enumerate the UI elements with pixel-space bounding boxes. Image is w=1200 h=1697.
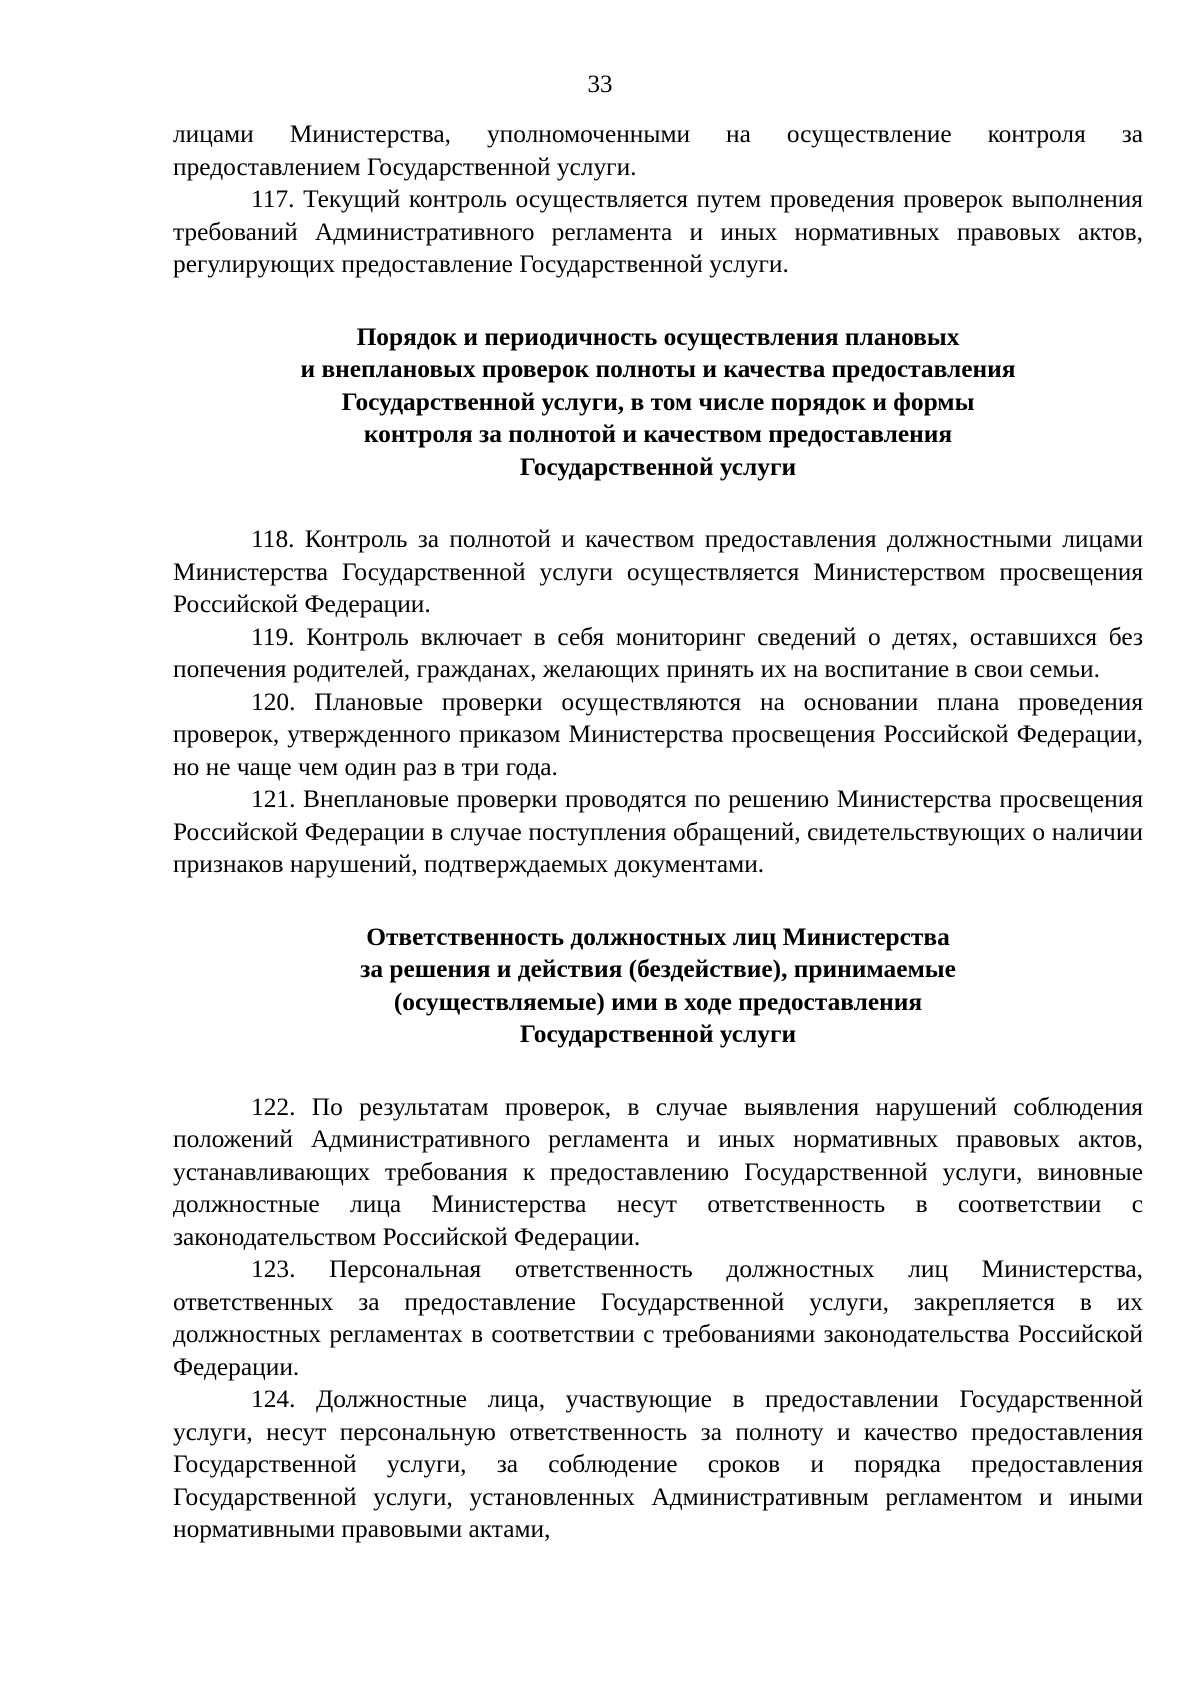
paragraph-119: 119. Контроль включает в себя мониторинг сведений о детях, оставшихся без попечения родителей, гражданах, желающих принять их на воспитание в свои семьи.: [173, 622, 1143, 683]
paragraph-120: 120. Плановые проверки осуществляются на основании плана проведения проверок, утвержденного приказом Министерства просвещения Российской Федерации, но не чаще чем один раз в три года.: [173, 687, 1143, 781]
heading-line: за решения и действия (бездействие), принимаемые: [360, 955, 956, 983]
paragraph-123: 123. Персональная ответственность должностных лиц Министерства, ответственных за предоставление Государственной услуги, закрепляется в их должностных регламентах в соответствии с требованиями законодательства Российской Федерации.: [173, 1255, 1143, 1381]
paragraph-124: 124. Должностные лица, участвующие в предоставлении Государственной услуги, несут персональную ответственность за полноту и качество предоставления Государственной услуги, за соблюдение сроков и порядка предоставления Государственной услуги, установленных Административным регламентом и иными нормативными правовыми актами,: [173, 1385, 1143, 1543]
paragraph-117: 117. Текущий контроль осуществляется путем проведения проверок выполнения требований Административного регламента и иных нормативных правовых актов, регулирующих предоставление Государственной услуги.: [173, 185, 1143, 278]
heading-line: Государственной услуги: [519, 1020, 797, 1048]
heading-line: (осуществляемые) ими в ходе предоставления: [393, 987, 923, 1016]
heading-line: Ответственность должностных лиц Министерства: [366, 922, 950, 951]
paragraph-122: 122. По результатам проверок, в случае выявления нарушений соблюдения положений Административного регламента и иных нормативных правовых актов, устанавливающих требования к предоставлению Государственной услуги, виновные должностные лица Министерства несут ответственность в соответствии с законодательством Российской Федерации.: [173, 1092, 1143, 1251]
heading-line: контроля за полнотой и качеством предоставления: [363, 420, 953, 448]
paragraph-118: 118. Контроль за полнотой и качеством предоставления должностными лицами Министерства Государственной услуги осуществляется Министерством просвещения Российской Федерации.: [173, 525, 1143, 618]
paragraph-121: 121. Внеплановые проверки проводятся по решению Министерства просвещения Российской Федерации в случае поступления обращений, свидетельствующих о наличии признаков нарушений, подтверждаемых документами.: [173, 785, 1143, 878]
heading-line: Государственной услуги, в том числе порядок и формы: [341, 387, 975, 416]
document-body: [173, 118, 1143, 1546]
section-heading-responsibility: [173, 921, 1143, 1051]
paragraph-continuation: лицами Министерства, уполномоченными на осуществление контроля за предоставлением Государственной услуги.: [173, 120, 1143, 181]
heading-line: Порядок и периодичность осуществления плановых: [356, 322, 960, 351]
heading-line: Государственной услуги: [519, 452, 797, 481]
heading-line: и внеплановых проверок полноты и качества предоставления: [300, 355, 1016, 383]
section-heading-inspections: [173, 321, 1143, 484]
page-number: 33: [587, 71, 613, 98]
